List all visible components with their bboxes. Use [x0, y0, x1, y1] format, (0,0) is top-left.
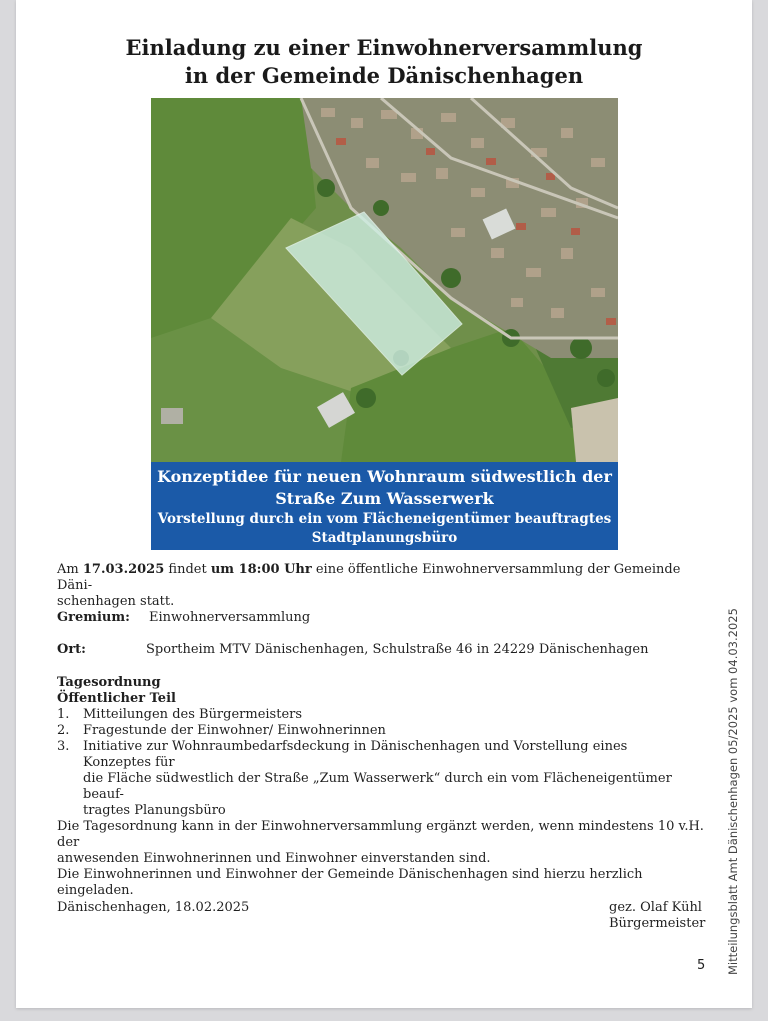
meeting-date: 17.03.2025 [82, 562, 165, 577]
list-item: 3. Initiative zur Wohnraumbedarfsdeckung in Dänischenhagen und Vorstellung eines Konzeptes für die Fläche südwestlich der Straße „Zum Wasserwerk“ durch ein vom Flächeneigentümer beauf- tragtes Planungsbüro [57, 739, 672, 818]
agenda-subheading: Öffentlicher Teil [57, 691, 176, 706]
ort-label: Ort: [57, 642, 86, 657]
page-title: Einladung zu einer Einwohnerversammlung in der Gemeinde Dänischenhagen [125, 35, 643, 88]
gremium-value: Einwohnerversammlung [149, 610, 311, 625]
side-note: Mitteilungsblatt Amt Dänischenhagen 05/2025 vom 04.03.2025 [726, 608, 740, 975]
page-number: 5 [697, 958, 706, 973]
list-item: 2. Fragestunde der Einwohner/ Einwohnerinnen [57, 723, 386, 738]
list-item: 1. Mitteilungen des Bürgermeisters [57, 707, 303, 722]
agenda-heading: Tagesordnung [57, 675, 161, 690]
intro-paragraph: Am 17.03.2025 findet um 18:00 Uhr eine öffentliche Einwohnerversammlung der Gemeinde Däni- schenhagen statt. [57, 562, 681, 609]
banner-subline-1: Vorstellung durch ein vom Flächeneigentümer beauftragtes [157, 511, 612, 527]
banner-headline-2: Straße Zum Wasserwerk [275, 489, 494, 508]
gremium-label: Gremium: [57, 610, 130, 625]
banner-headline-1: Konzeptidee für neuen Wohnraum südwestlich der [157, 467, 612, 486]
meeting-time: um 18:00 Uhr [210, 562, 312, 577]
banner-subline-2: Stadtplanungsbüro [311, 530, 458, 546]
agenda-list [57, 707, 697, 819]
note-paragraph: Die Tagesordnung kann in der Einwohnerversammlung ergänzt werden, wenn mindestens 10 v.H. der anwesenden Einwohnerinnen und Einwohner einverstanden sind. [57, 819, 704, 866]
invite-paragraph: Die Einwohnerinnen und Einwohner der Gemeinde Dänischenhagen sind hierzu herzlich eingeladen. [57, 867, 643, 898]
headline-banner [151, 462, 618, 550]
ort-value: Sportheim MTV Dänischenhagen, Schulstraße 46 in 24229 Dänischenhagen [146, 642, 649, 657]
signature: gez. Olaf Kühl Bürgermeister [609, 900, 706, 931]
place-date: Dänischenhagen, 18.02.2025 [57, 900, 250, 915]
aerial-photo [151, 98, 618, 462]
